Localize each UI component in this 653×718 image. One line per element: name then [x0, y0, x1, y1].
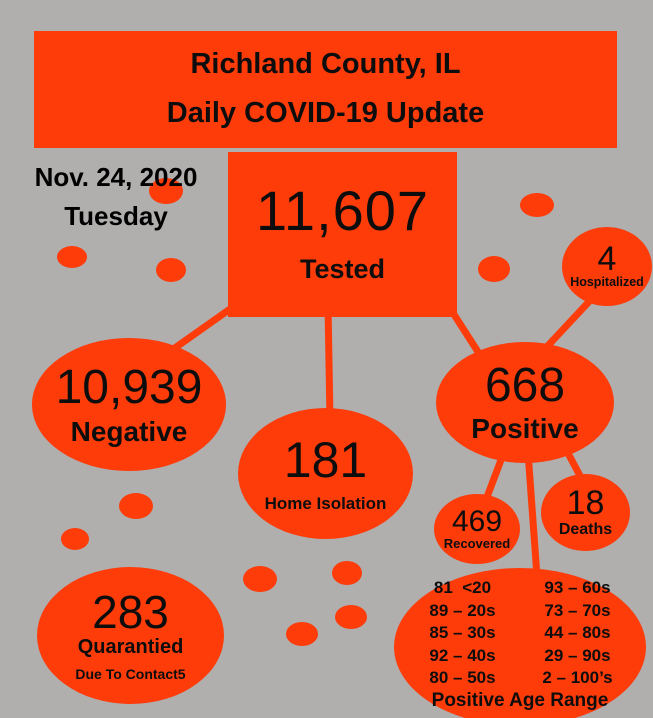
decor-dot	[243, 566, 277, 592]
age-range-row: 29 – 90s	[544, 645, 611, 665]
positive-node	[436, 342, 614, 463]
home-isolation-label: Home Isolation	[264, 494, 387, 514]
negative-value: 10,939	[55, 360, 203, 414]
age-range-row: 89 – 20s	[429, 600, 496, 620]
age-range-row: 81 <20	[433, 578, 492, 597]
header-title-line2: Daily COVID-19 Update	[166, 97, 485, 129]
age-range-row: 80 – 50s	[429, 668, 496, 687]
decor-dot	[520, 193, 554, 217]
decor-dot	[156, 258, 186, 282]
age-range-row: 2 – 100’s	[542, 668, 613, 687]
quarantined-sublabel: Due To Contact5	[75, 665, 186, 682]
header-title-line1: Richland County, IL	[190, 48, 461, 81]
age-range-columns	[412, 577, 628, 690]
deaths-node	[541, 474, 630, 551]
age-range-row: 73 – 70s	[544, 600, 611, 620]
hospitalized-node	[562, 227, 652, 306]
positive-label: Positive	[471, 413, 579, 444]
age-range-right-column	[527, 577, 628, 690]
home-isolation-value: 181	[283, 432, 368, 489]
quarantined-node	[37, 567, 224, 704]
tested-label: Tested	[299, 254, 386, 285]
age-range-node	[394, 568, 646, 718]
decor-dot	[119, 493, 153, 519]
age-range-row: 92 – 40s	[429, 645, 496, 665]
negative-label: Negative	[70, 415, 188, 447]
recovered-node	[434, 494, 520, 564]
age-range-row: 93 – 60s	[544, 578, 611, 597]
header-banner	[34, 31, 617, 148]
hospitalized-label: Hospitalized	[570, 274, 644, 289]
positive-value: 668	[484, 359, 566, 413]
decor-dot	[335, 605, 367, 629]
age-range-left-column	[412, 577, 513, 690]
date-block	[12, 158, 220, 236]
decor-dot	[61, 528, 89, 550]
decor-dot	[332, 561, 362, 585]
age-range-title: Positive Age Range	[431, 689, 609, 711]
hospitalized-value: 4	[597, 240, 617, 279]
quarantined-label: Quarantied	[77, 635, 184, 658]
tested-node	[228, 152, 457, 317]
deaths-label: Deaths	[558, 520, 613, 538]
decor-dot	[286, 622, 318, 646]
tested-value: 11,607	[255, 178, 430, 242]
decor-dot	[478, 256, 510, 282]
negative-node	[32, 338, 226, 471]
deaths-value: 18	[566, 483, 605, 522]
home-isolation-node	[238, 408, 413, 539]
line-tested-home-isolation	[328, 305, 330, 420]
date-text: Nov. 24, 2020	[34, 162, 198, 192]
recovered-label: Recovered	[443, 535, 511, 551]
decor-dot	[57, 246, 87, 268]
recovered-value: 469	[451, 504, 503, 538]
age-range-row: 44 – 80s	[544, 623, 611, 642]
quarantined-value: 283	[92, 585, 169, 638]
weekday-text: Tuesday	[64, 201, 168, 231]
age-range-row: 85 – 30s	[429, 623, 496, 642]
